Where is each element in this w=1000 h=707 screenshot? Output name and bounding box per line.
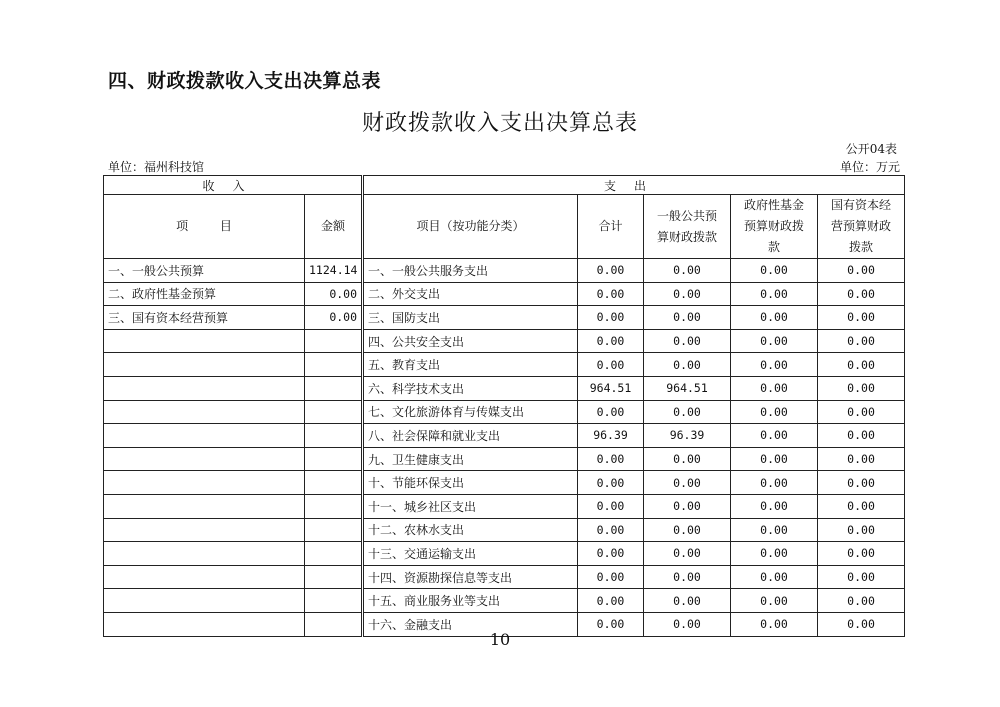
income-amount-cell [305, 565, 363, 589]
gov-fund-cell: 0.00 [731, 329, 818, 353]
income-amount-cell [305, 424, 363, 448]
state-capital-cell: 0.00 [818, 612, 905, 636]
income-amount-cell: 1124.14 [305, 259, 363, 283]
total-cell: 0.00 [578, 400, 644, 424]
table-row [104, 589, 905, 613]
total-cell: 0.00 [578, 518, 644, 542]
gov-fund-cell: 0.00 [731, 282, 818, 306]
expense-item-cell: 四、公共安全支出 [363, 329, 578, 353]
total-cell: 0.00 [578, 329, 644, 353]
expense-item-cell: 十三、交通运输支出 [363, 542, 578, 566]
gov-fund-cell: 0.00 [731, 589, 818, 613]
budget-table [103, 175, 905, 637]
table-row [104, 353, 905, 377]
income-amount-cell [305, 329, 363, 353]
state-capital-cell: 0.00 [818, 282, 905, 306]
general-budget-cell: 0.00 [644, 518, 731, 542]
state-capital-cell: 0.00 [818, 306, 905, 330]
gov-fund-cell: 0.00 [731, 447, 818, 471]
gov-fund-cell: 0.00 [731, 494, 818, 518]
income-item-cell [104, 518, 305, 542]
income-item-cell [104, 329, 305, 353]
expense-item-cell: 六、科学技术支出 [363, 376, 578, 400]
income-item-cell [104, 565, 305, 589]
expense-item-cell: 一、一般公共服务支出 [363, 259, 578, 283]
gov-fund-cell: 0.00 [731, 376, 818, 400]
total-cell: 96.39 [578, 424, 644, 448]
unit-left: 单位：福州科技馆 [108, 160, 205, 174]
gov-fund-cell: 0.00 [731, 542, 818, 566]
total-cell: 0.00 [578, 494, 644, 518]
general-budget-cell: 0.00 [644, 589, 731, 613]
state-capital-cell: 0.00 [818, 494, 905, 518]
table-row [104, 518, 905, 542]
income-item-header: 项 目 [104, 195, 305, 259]
general-budget-cell: 0.00 [644, 329, 731, 353]
total-cell: 0.00 [578, 447, 644, 471]
state-capital-cell: 0.00 [818, 353, 905, 377]
gov-fund-header: 政府性基金预算财政拨款 [731, 195, 818, 259]
total-cell: 0.00 [578, 306, 644, 330]
total-cell: 0.00 [578, 471, 644, 495]
income-item-cell [104, 400, 305, 424]
form-code: 公开04表 [845, 142, 897, 156]
state-capital-cell: 0.00 [818, 259, 905, 283]
expense-item-cell: 二、外交支出 [363, 282, 578, 306]
expense-item-cell: 十四、资源勘探信息等支出 [363, 565, 578, 589]
table-row [104, 447, 905, 471]
total-cell: 0.00 [578, 353, 644, 377]
gov-fund-cell: 0.00 [731, 424, 818, 448]
income-item-cell [104, 447, 305, 471]
general-budget-cell: 0.00 [644, 471, 731, 495]
expense-item-cell: 十六、金融支出 [363, 612, 578, 636]
table-row [104, 306, 905, 330]
expense-item-cell: 五、教育支出 [363, 353, 578, 377]
state-capital-cell: 0.00 [818, 376, 905, 400]
gov-fund-cell: 0.00 [731, 518, 818, 542]
income-item-cell [104, 353, 305, 377]
state-capital-cell: 0.00 [818, 589, 905, 613]
general-budget-cell: 0.00 [644, 259, 731, 283]
gov-fund-cell: 0.00 [731, 471, 818, 495]
gov-fund-cell: 0.00 [731, 565, 818, 589]
general-budget-cell: 964.51 [644, 376, 731, 400]
state-capital-cell: 0.00 [818, 424, 905, 448]
income-item-cell [104, 589, 305, 613]
gov-fund-cell: 0.00 [731, 400, 818, 424]
table-row [104, 259, 905, 283]
total-header: 合计 [578, 195, 644, 259]
total-cell: 0.00 [578, 565, 644, 589]
table-row [104, 329, 905, 353]
expense-item-cell: 十、节能环保支出 [363, 471, 578, 495]
state-capital-cell: 0.00 [818, 518, 905, 542]
expense-item-cell: 八、社会保障和就业支出 [363, 424, 578, 448]
income-item-cell [104, 424, 305, 448]
total-cell: 0.00 [578, 282, 644, 306]
income-amount-cell [305, 400, 363, 424]
general-budget-cell: 0.00 [644, 353, 731, 377]
total-cell: 0.00 [578, 259, 644, 283]
income-amount-cell [305, 353, 363, 377]
income-amount-cell: 0.00 [305, 282, 363, 306]
general-budget-header: 一般公共预算财政拨款 [644, 195, 731, 259]
table-row [104, 376, 905, 400]
group-header-row [104, 176, 905, 195]
income-item-cell [104, 494, 305, 518]
expense-item-cell: 七、文化旅游体育与传媒支出 [363, 400, 578, 424]
state-capital-cell: 0.00 [818, 400, 905, 424]
income-group-header: 收入 [104, 176, 363, 195]
total-cell: 0.00 [578, 612, 644, 636]
expense-item-cell: 十二、农林水支出 [363, 518, 578, 542]
state-capital-cell: 0.00 [818, 471, 905, 495]
income-item-cell [104, 471, 305, 495]
table-title: 财政拨款收入支出决算总表 [361, 111, 638, 136]
income-amount-cell: 0.00 [305, 306, 363, 330]
state-capital-cell: 0.00 [818, 565, 905, 589]
income-amount-cell [305, 447, 363, 471]
income-amount-cell [305, 376, 363, 400]
income-item-cell: 三、国有资本经营预算 [104, 306, 305, 330]
table-row [104, 471, 905, 495]
income-item-cell [104, 376, 305, 400]
state-capital-header: 国有资本经营预算财政拨款 [818, 195, 905, 259]
expense-group-header: 支出 [363, 176, 905, 195]
general-budget-cell: 96.39 [644, 424, 731, 448]
expense-item-cell: 十一、城乡社区支出 [363, 494, 578, 518]
table-row [104, 424, 905, 448]
section-heading: 四、财政拨款收入支出决算总表 [108, 70, 382, 92]
general-budget-cell: 0.00 [644, 565, 731, 589]
income-amount-cell [305, 471, 363, 495]
general-budget-cell: 0.00 [644, 282, 731, 306]
total-cell: 0.00 [578, 589, 644, 613]
table-row [104, 542, 905, 566]
general-budget-cell: 0.00 [644, 542, 731, 566]
page-number: 10 [489, 630, 511, 649]
expense-item-header: 项目（按功能分类） [363, 195, 578, 259]
gov-fund-cell: 0.00 [731, 612, 818, 636]
total-cell: 964.51 [578, 376, 644, 400]
income-amount-cell [305, 494, 363, 518]
table-row [104, 400, 905, 424]
expense-item-cell: 十五、商业服务业等支出 [363, 589, 578, 613]
expense-item-cell: 九、卫生健康支出 [363, 447, 578, 471]
income-item-cell [104, 542, 305, 566]
column-header-row [104, 195, 905, 259]
general-budget-cell: 0.00 [644, 447, 731, 471]
table-row [104, 494, 905, 518]
total-cell: 0.00 [578, 542, 644, 566]
gov-fund-cell: 0.00 [731, 306, 818, 330]
income-item-cell: 一、一般公共预算 [104, 259, 305, 283]
table-row [104, 282, 905, 306]
gov-fund-cell: 0.00 [731, 259, 818, 283]
state-capital-cell: 0.00 [818, 447, 905, 471]
general-budget-cell: 0.00 [644, 306, 731, 330]
income-amount-cell [305, 542, 363, 566]
general-budget-cell: 0.00 [644, 612, 731, 636]
income-amount-cell [305, 589, 363, 613]
state-capital-cell: 0.00 [818, 329, 905, 353]
general-budget-cell: 0.00 [644, 400, 731, 424]
income-amount-cell [305, 518, 363, 542]
general-budget-cell: 0.00 [644, 494, 731, 518]
expense-item-cell: 三、国防支出 [363, 306, 578, 330]
income-amount-header: 金额 [305, 195, 363, 259]
unit-right: 单位：万元 [839, 160, 900, 174]
gov-fund-cell: 0.00 [731, 353, 818, 377]
income-item-cell: 二、政府性基金预算 [104, 282, 305, 306]
table-row [104, 565, 905, 589]
state-capital-cell: 0.00 [818, 542, 905, 566]
